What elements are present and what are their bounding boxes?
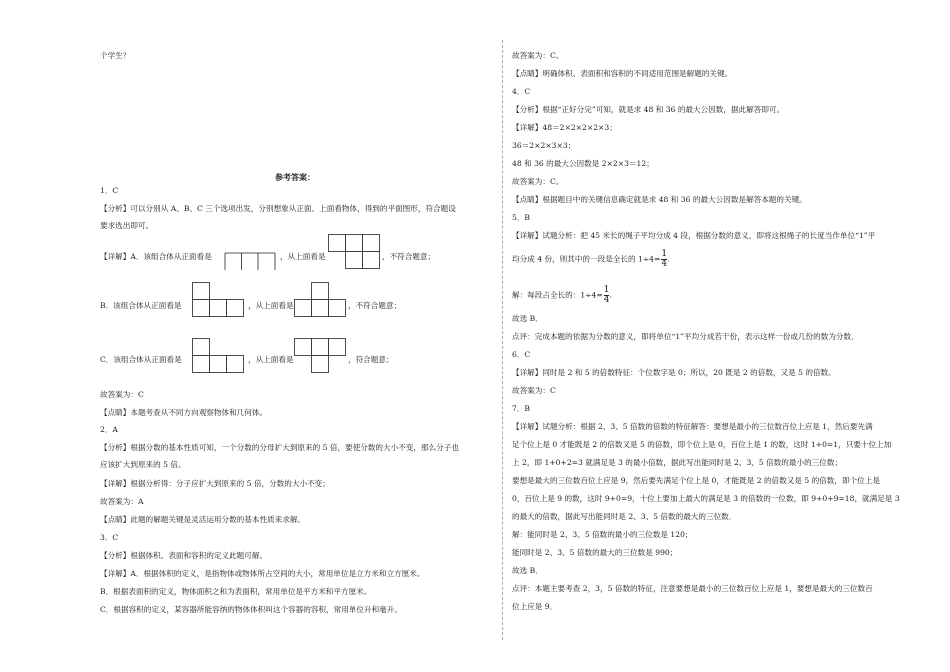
q7-solve-2: 能同时是 2、3、5 倍数的最大的三位数是 990； bbox=[512, 548, 678, 557]
q7-detail-5: 0，百位上是 9 的数，这时 9+0=9，十位上要加上最大的满足是 3 的倍数的一位数，即 9+0+9=18，就满足是 3 bbox=[512, 494, 900, 503]
q7-detail-2: 足个位上是 0 才能既是 2 的倍数又是 5 的倍数，即个位上是 0，百位上是 1 的数，这时 1+0=1，只要十位上加 bbox=[512, 440, 892, 449]
top-text: 个学生？ bbox=[100, 51, 131, 60]
q2-answer: 故答案为：A bbox=[100, 497, 144, 506]
q3-label: 3．C bbox=[100, 533, 119, 542]
q1-b-mid: ，从上面看是 bbox=[248, 301, 294, 310]
q1-note: 【点睛】本题考查从不同方向观察物体和几何体。 bbox=[100, 408, 268, 417]
q1-a-top-view-figure bbox=[328, 234, 380, 270]
q6-label: 6．C bbox=[512, 350, 531, 359]
q5-label: 5．B bbox=[512, 213, 531, 222]
q7-solve-1: 解：能同时是 2、3、5 倍数的最小的三位数是 120； bbox=[512, 530, 693, 539]
q1-b-front-view-figure bbox=[192, 282, 244, 318]
q2-detail: 【详解】根据分析得：分子应扩大到原来的 5 倍，分数的大小不变； bbox=[100, 479, 330, 488]
q7-label: 7．B bbox=[512, 404, 531, 413]
q1-a-front-view-figure bbox=[224, 252, 276, 271]
q4-label: 4．C bbox=[512, 87, 531, 96]
q5-solve: 解：每段占全长的：1÷4= $\frac{1}{4}$ . bbox=[512, 285, 612, 305]
q3-answer: 故答案为：C。 bbox=[512, 51, 564, 60]
fraction-one-quarter: $\frac{1}{4}$ bbox=[603, 285, 610, 305]
q1-c-pre: C．该组合体从正面看是 bbox=[100, 355, 182, 364]
q1-b-pre: B．该组合体从正面看是 bbox=[100, 301, 182, 310]
q1-b-top-view-figure bbox=[294, 282, 346, 318]
fraction-one-quarter: $\frac{1}{4}$ bbox=[661, 249, 668, 269]
q7-comment-2: 位上应是 9． bbox=[512, 602, 558, 611]
q7-detail-1: 【详解】试题分析：根据 2、3、5 倍数的倍数的特征解答：要想是最小的三位数百位上应是 1，然后要先满 bbox=[512, 422, 873, 431]
q4-detail-3: 48 和 36 的最大公因数是 2×2×3＝12； bbox=[512, 159, 654, 168]
q1-a-pre: 【详解】A．该组合体从正面看是 bbox=[100, 252, 212, 261]
q1-c-front-view-figure bbox=[192, 338, 244, 374]
q3-detail-c: C．根据容积的定义，某容器所能容纳的物体体积叫这个容器的容积，常用单位升和毫升。 bbox=[100, 605, 402, 614]
q4-answer: 故答案为：C。 bbox=[512, 177, 564, 186]
q1-analysis-1: 【分析】可以分别从 A、B、C 三个选项出发，分别想象从正面、上面看物体，得到的平面图形，符合题设 bbox=[100, 204, 456, 213]
q1-a-mid: ，从上面看是 bbox=[280, 252, 326, 261]
q3-detail-a: 【详解】A．根据体积的定义，是指物体或物体所占空间的大小，常用单位是立方米和立方厘米。 bbox=[100, 569, 425, 578]
q4-analysis: 【分析】根据“正好分完”可知，就是求 48 和 36 的最大公因数，据此解答即可。 bbox=[512, 105, 785, 114]
q6-detail: 【详解】同时是 2 和 5 的倍数特征：个位数字是 0；所以，20 既是 2 的倍数，又是 5 的倍数。 bbox=[512, 368, 836, 377]
q7-comment-1: 点评：本题主要考查 2，3，5 倍数的特征，注意要想是最小的三位数百位上应是 1，要想是最大的三位数百 bbox=[512, 584, 873, 593]
q1-c-mid: ，从上面看是 bbox=[248, 355, 294, 364]
q4-note: 【点睛】根据题目中的关键信息确定就是求 48 和 36 的最大公因数是解答本题的关键。 bbox=[512, 195, 807, 204]
q3-detail-b: B．根据表面积的定义，物体面积之和为表面积，常用单位是平方米和平方厘米。 bbox=[100, 587, 372, 596]
q4-detail-1: 【详解】48＝2×2×2×2×3； bbox=[512, 123, 617, 132]
q1-answer: 故答案为：C bbox=[100, 390, 144, 399]
q1-label: 1．C bbox=[100, 186, 119, 195]
q1-b-post: ，不符合题意； bbox=[348, 301, 402, 310]
q5-detail-1: 【详解】试题分析：把 45 米长的绳子平均分成 4 段，根据分数的意义，即将这根绳子的长度当作单位“1”平 bbox=[512, 231, 876, 240]
q2-label: 2．A bbox=[100, 425, 118, 434]
q1-analysis-2: 要求选出即可。 bbox=[100, 221, 154, 230]
q1-c-post: ，符合题意； bbox=[348, 355, 394, 364]
q5-comment: 点评：完成本题的依据为分数的意义，即将单位“1”平均分成若干份，表示这样一份或几份的数为分数． bbox=[512, 332, 859, 341]
q7-choose: 故选 B． bbox=[512, 566, 543, 575]
q3-analysis: 【分析】根据体积、表面和容积的定义此题可解。 bbox=[100, 551, 268, 560]
q5-choose: 故选 B． bbox=[512, 314, 543, 323]
column-divider bbox=[502, 40, 503, 640]
q2-analysis-1: 【分析】根据分数的基本性质可知，一个分数的分母扩大到原来的 5 倍，要使分数的大小不变，那么分子也 bbox=[100, 443, 459, 452]
q3-note: 【点睛】明确体积、表面积和容积的不同适用范围是解题的关键。 bbox=[512, 69, 733, 78]
q4-detail-2: 36＝2×2×3×3； bbox=[512, 141, 576, 150]
q5-detail-2: 均分成 4 份，则其中的一段是全长的 1÷4= $\frac{1}{4}$ . bbox=[512, 249, 670, 269]
q2-analysis-2: 应该扩大到原来的 5 倍。 bbox=[100, 460, 186, 469]
q6-answer: 故答案为：C bbox=[512, 386, 556, 395]
q2-note: 【点睛】此题的解题关键是灵活运用分数的基本性质来求解。 bbox=[100, 515, 306, 524]
q7-detail-6: 的最大的倍数，据此写出能同时是 2、3、5 倍数的最大的三位数． bbox=[512, 512, 737, 521]
q1-a-post: ，不符合题意； bbox=[382, 252, 436, 261]
answers-title: 参考答案： bbox=[275, 172, 315, 182]
q7-detail-3: 上 2，即 1+0+2=3 就满足是 3 的最小倍数，据此写出能同时是 2、3、5 倍数的最小的三位数； bbox=[512, 458, 843, 467]
q7-detail-4: 要想是最大的三位数百位上应是 9，然后要先满足个位上是 0，才能既是 2 的倍数又是 5 的倍数，即个位上是 bbox=[512, 476, 880, 485]
q1-c-top-view-figure bbox=[294, 338, 346, 374]
